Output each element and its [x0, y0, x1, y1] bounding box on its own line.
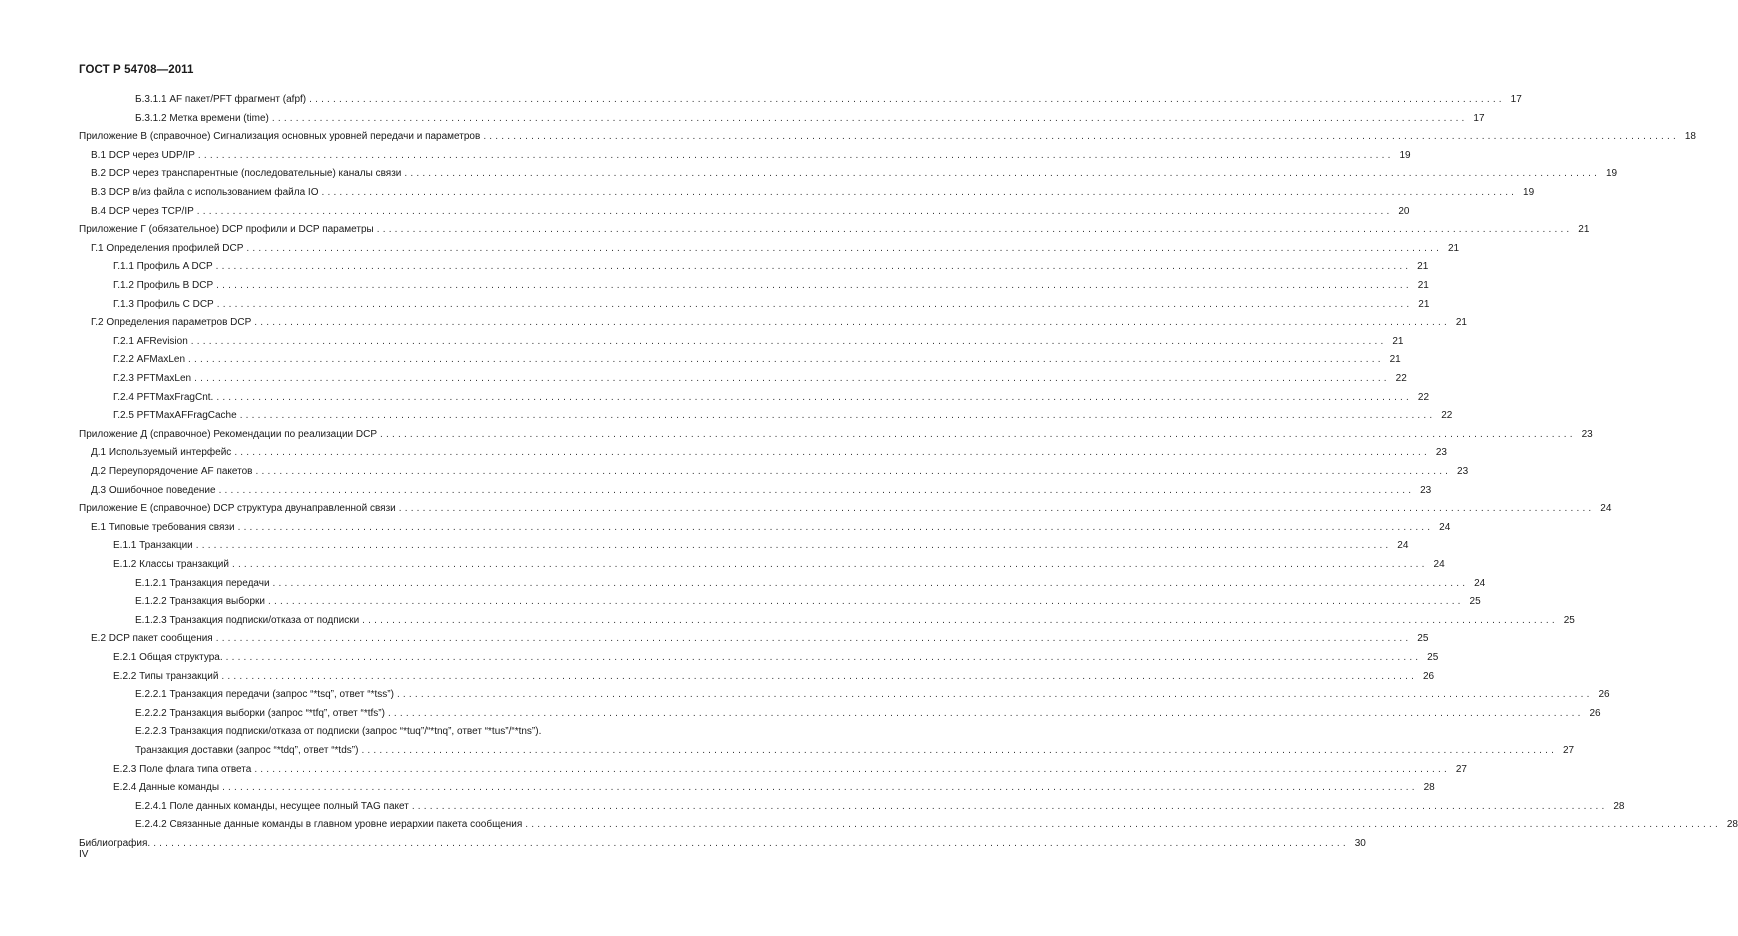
toc-entry-title: Е.1.2 Классы транзакций — [113, 559, 229, 570]
toc-entry-title: Е.2.1 Общая структура. — [113, 652, 223, 663]
toc-entry — [91, 315, 1467, 331]
toc-page-number: 25 — [1563, 614, 1575, 626]
toc-entry — [135, 687, 1610, 703]
toc-page-number: 25 — [1427, 652, 1439, 663]
toc-entry-title: Транзакция доставки (запрос “*tdq”, ответ “*tds”) — [135, 745, 359, 756]
toc-leader-dots: ........................................................................................................................................................................................................ — [309, 94, 1505, 105]
toc-entry-title: Е.2.4.1 Поле данных команды, несущее полный TAG пакет — [135, 800, 409, 812]
toc-entry — [79, 501, 1612, 517]
toc-entry-title: Г.2.4 PFTMaxFragCnt. — [113, 391, 214, 403]
toc-page-number: 21 — [1578, 224, 1590, 236]
toc-entry — [135, 706, 1601, 722]
toc-leader-dots: ........................................................................................................................................................................................................ — [194, 373, 1390, 384]
toc-page-number: 19 — [1399, 149, 1411, 161]
toc-entry — [113, 278, 1429, 294]
toc-leader-dots: ........................................................................................................................................................................................................ — [234, 447, 1430, 459]
toc-page-number: 20 — [1398, 205, 1410, 217]
toc-entry-title: Приложение Г (обязательное) DCP профили и DCP параметры — [79, 224, 374, 236]
toc-entry — [113, 408, 1453, 424]
toc-leader-dots: ........................................................................................................................................................................................................ — [254, 763, 1450, 775]
toc-leader-dots: ........................................................................................................................................................................................................ — [268, 596, 1464, 608]
toc-entry-title: Е.1 Типовые требования связи — [91, 521, 235, 533]
toc-entry — [91, 241, 1460, 257]
toc-entry — [135, 576, 1486, 592]
toc-page-number: 22 — [1417, 391, 1430, 403]
toc-entry — [113, 669, 1435, 685]
toc-entry — [91, 464, 1469, 480]
toc-entry-title: Б.3.1.2 Метка времени (time) — [135, 112, 269, 124]
toc-entry-title: Е.1.2.3 Транзакция подписки/отказа от подписки — [135, 614, 360, 626]
toc-leader-dots: ........................................................................................................................................................................................................ — [361, 745, 1558, 756]
toc-entry — [135, 613, 1575, 629]
toc-leader-dots: ........................................................................................................................................................................................................ — [404, 168, 1601, 180]
toc-entry — [79, 836, 1366, 852]
toc-entry — [135, 92, 1522, 108]
toc-page-number: 23 — [1435, 447, 1447, 459]
toc-page-number: 21 — [1417, 280, 1429, 291]
toc-entry — [113, 334, 1404, 350]
toc-page-number: 26 — [1598, 689, 1610, 701]
toc-page-number: 26 — [1422, 670, 1435, 682]
toc-entry — [135, 817, 1738, 833]
toc-leader-dots: ........................................................................................................................................................................................................ — [231, 559, 1428, 570]
toc-page-number: 19 — [1523, 187, 1535, 198]
toc-leader-dots: ........................................................................................................................................................................................................ — [216, 391, 1413, 403]
toc-leader-dots: ........................................................................................................................................................................................................ — [271, 112, 1468, 124]
toc-entry — [91, 204, 1410, 220]
toc-entry-title: Д.3 Ошибочное поведение — [91, 484, 216, 496]
toc-page-number: 21 — [1389, 354, 1401, 366]
page-number: IV — [79, 849, 89, 860]
toc-page-number: 24 — [1474, 577, 1486, 589]
toc-leader-dots: ........................................................................................................................................................................................................ — [215, 261, 1412, 273]
toc-entry-title: Е.2.4 Данные команды — [113, 782, 220, 794]
toc-leader-dots: ........................................................................................................................................................................................................ — [153, 838, 1349, 849]
toc-entry-title: Е.2.2.2 Транзакция выборки (запрос “*tfq”, ответ “*tfs”) — [135, 707, 385, 719]
toc-page-number: 24 — [1600, 503, 1612, 515]
toc-leader-dots: ........................................................................................................................................................................................................ — [483, 131, 1679, 143]
toc-entry-title: В.2 DCP через транспарентные (последовательные) каналы связи — [91, 168, 402, 180]
toc-entry-title: Д.2 Переупорядочение AF пакетов — [91, 466, 253, 477]
toc-leader-dots: ........................................................................................................................................................................................................ — [398, 503, 1595, 515]
toc-entry-title: В.4 DCP через TCP/IP — [91, 205, 194, 217]
toc-entry — [135, 594, 1481, 610]
toc-entry — [79, 222, 1590, 238]
toc-entry — [113, 371, 1407, 387]
toc-leader-dots: ........................................................................................................................................................................................................ — [216, 280, 1412, 291]
toc-entry — [135, 111, 1485, 127]
toc-entry-title: Приложение Е (справочное) DCP структура двунаправленной связи — [79, 503, 396, 515]
toc-leader-dots: ........................................................................................................................................................................................................ — [254, 317, 1450, 329]
toc-page-number: 28 — [1423, 782, 1435, 794]
toc-page-number: 21 — [1392, 335, 1404, 347]
toc-leader-dots: ........................................................................................................................................................................................................ — [188, 354, 1384, 366]
toc-leader-dots: ........................................................................................................................................................................................................ — [196, 205, 1393, 217]
toc-entry-title: Г.1.1 Профиль A DCP — [113, 261, 213, 273]
toc-entry-title: Е.2.2.1 Транзакция передачи (запрос “*tsq”, ответ “*tss”) — [135, 689, 394, 701]
toc-page-number: 17 — [1510, 94, 1522, 105]
toc-page-number: 24 — [1433, 559, 1445, 570]
toc-entry-title: В.1 DCP через UDP/IP — [91, 149, 195, 161]
toc-entry — [91, 520, 1451, 536]
toc-entry — [113, 352, 1401, 368]
toc-leader-dots: ........................................................................................................................................................................................................ — [387, 707, 1584, 719]
toc-entry-title: Приложение В (справочное) Сигнализация основных уровней передачи и параметров — [79, 131, 481, 143]
toc-page-number: 18 — [1684, 131, 1696, 143]
toc-entry-title: Г.1.3 Профиль C DCP — [113, 298, 214, 310]
toc-leader-dots: ........................................................................................................................................................................................................ — [380, 428, 1576, 440]
toc-entry-title: Приложение Д (справочное) Рекомендации по реализации DCP — [79, 428, 378, 440]
toc-leader-dots: ........................................................................................................................................................................................................ — [225, 652, 1422, 663]
toc-leader-dots: ........................................................................................................................................................................................................ — [239, 410, 1436, 422]
toc-page-number: 24 — [1397, 540, 1409, 552]
toc-page-number: 25 — [1417, 633, 1429, 645]
toc-page-number: 25 — [1469, 596, 1481, 608]
toc-entry-title: Г.2.5 PFTMaxAFFragCache — [113, 410, 237, 422]
toc-entry — [113, 780, 1435, 796]
toc-entry — [91, 631, 1429, 647]
toc-entry — [113, 297, 1430, 313]
toc-entry — [113, 390, 1430, 406]
toc-leader-dots: ........................................................................................................................................................................................................ — [246, 242, 1443, 254]
toc-leader-dots: ........................................................................................................................................................................................................ — [321, 187, 1518, 198]
toc-leader-dots: ........................................................................................................................................................................................................ — [411, 800, 1608, 812]
toc-leader-dots: ........................................................................................................................................................................................................ — [525, 819, 1721, 831]
toc-leader-dots: ........................................................................................................................................................................................................ — [197, 149, 1394, 161]
toc-entry — [91, 445, 1447, 461]
toc-page-number: 21 — [1417, 261, 1429, 273]
toc-entry — [135, 743, 1575, 759]
toc-entry: Е.2.2.3 Транзакция подписки/отказа от подписки (запрос “*tuq”/“*tnq”, ответ “*tus”/“*tns”). — [135, 726, 542, 738]
toc-entry — [113, 557, 1445, 573]
toc-page-number: 21 — [1447, 242, 1460, 254]
toc-page-number: 17 — [1473, 112, 1485, 124]
toc-page-number: 19 — [1605, 168, 1618, 180]
toc-leader-dots: ........................................................................................................................................................................................................ — [396, 689, 1593, 701]
toc-entry — [135, 799, 1625, 815]
toc-entry — [113, 650, 1439, 666]
toc-entry-title: Библиография. — [79, 838, 151, 849]
toc-page-number: 27 — [1562, 745, 1575, 756]
toc-page-number: 23 — [1457, 466, 1469, 477]
toc-leader-dots: ........................................................................................................................................................................................................ — [272, 577, 1469, 589]
toc-page-number: 27 — [1455, 763, 1467, 775]
toc-leader-dots: ........................................................................................................................................................................................................ — [362, 614, 1558, 626]
toc-page-number: 24 — [1439, 521, 1451, 533]
toc-entry-title: Е.1.2.1 Транзакция передачи — [135, 577, 270, 589]
document-header: ГОСТ Р 54708—2011 — [79, 64, 194, 76]
toc-leader-dots: ........................................................................................................................................................................................................ — [376, 224, 1573, 236]
toc-page-number: 28 — [1726, 819, 1738, 831]
toc-page-number: 23 — [1581, 428, 1593, 440]
toc-leader-dots: ........................................................................................................................................................................................................ — [215, 633, 1412, 645]
toc-entry — [91, 148, 1411, 164]
toc-page-number: 28 — [1613, 800, 1625, 812]
toc-entry-title: Г.1 Определения профилей DCP — [91, 242, 244, 254]
toc-entry-title: Г.2.3 PFTMaxLen — [113, 373, 192, 384]
toc-entry — [113, 259, 1429, 275]
toc-entry — [79, 129, 1696, 145]
toc-leader-dots: ........................................................................................................................................................................................................ — [221, 670, 1418, 682]
toc-entry-title: Е.2.2 Типы транзакций — [113, 670, 219, 682]
toc-page-number: 21 — [1455, 317, 1467, 329]
toc-entry-title: Е.2.3 Поле флага типа ответа — [113, 763, 252, 775]
toc-leader-dots: ........................................................................................................................................................................................................ — [255, 466, 1452, 477]
toc-entry — [91, 185, 1535, 201]
toc-leader-dots: ........................................................................................................................................................................................................ — [216, 298, 1413, 310]
toc-entry-title: Е.1.1 Транзакции — [113, 540, 193, 552]
toc-leader-dots: ........................................................................................................................................................................................................ — [222, 782, 1418, 794]
toc-entry-title: Г.2.2 AFMaxLen — [113, 354, 186, 366]
toc-leader-dots: ........................................................................................................................................................................................................ — [190, 335, 1387, 347]
toc-entry-title: Б.3.1.1 AF пакет/PFT фрагмент (afpf) — [135, 94, 307, 105]
toc-entry-title: Д.1 Используемый интерфейс — [91, 447, 232, 459]
toc-entry — [113, 538, 1409, 554]
toc-leader-dots: ........................................................................................................................................................................................................ — [237, 521, 1434, 533]
toc-entry — [79, 427, 1593, 443]
toc-entry-title: Г.2 Определения параметров DCP — [91, 317, 252, 329]
toc-entry-title: Е.1.2.2 Транзакция выборки — [135, 596, 265, 608]
toc-page-number: 23 — [1420, 484, 1432, 496]
toc-page-number: 26 — [1589, 707, 1601, 719]
toc-leader-dots: ........................................................................................................................................................................................................ — [195, 540, 1392, 552]
toc-entry-title: Г.1.2 Профиль B DCP — [113, 280, 214, 291]
toc-page-number: 21 — [1418, 298, 1430, 310]
toc-entry-title: В.3 DCP в/из файла с использованием файла IO — [91, 187, 319, 198]
toc-entry — [91, 483, 1432, 499]
toc-entry — [91, 166, 1618, 182]
toc-page-number: 30 — [1354, 838, 1366, 849]
toc-leader-dots: ........................................................................................................................................................................................................ — [218, 484, 1415, 496]
toc-entry-title: Е.2 DCP пакет сообщения — [91, 633, 213, 645]
toc-entry-title: Г.2.1 AFRevision — [113, 335, 188, 347]
toc-entry-title: Е.2.4.2 Связанные данные команды в главном уровне иерархии пакета сообщения — [135, 819, 523, 831]
toc-entry — [113, 762, 1467, 778]
toc-page-number: 22 — [1395, 373, 1407, 384]
toc-page-number: 22 — [1441, 410, 1453, 422]
